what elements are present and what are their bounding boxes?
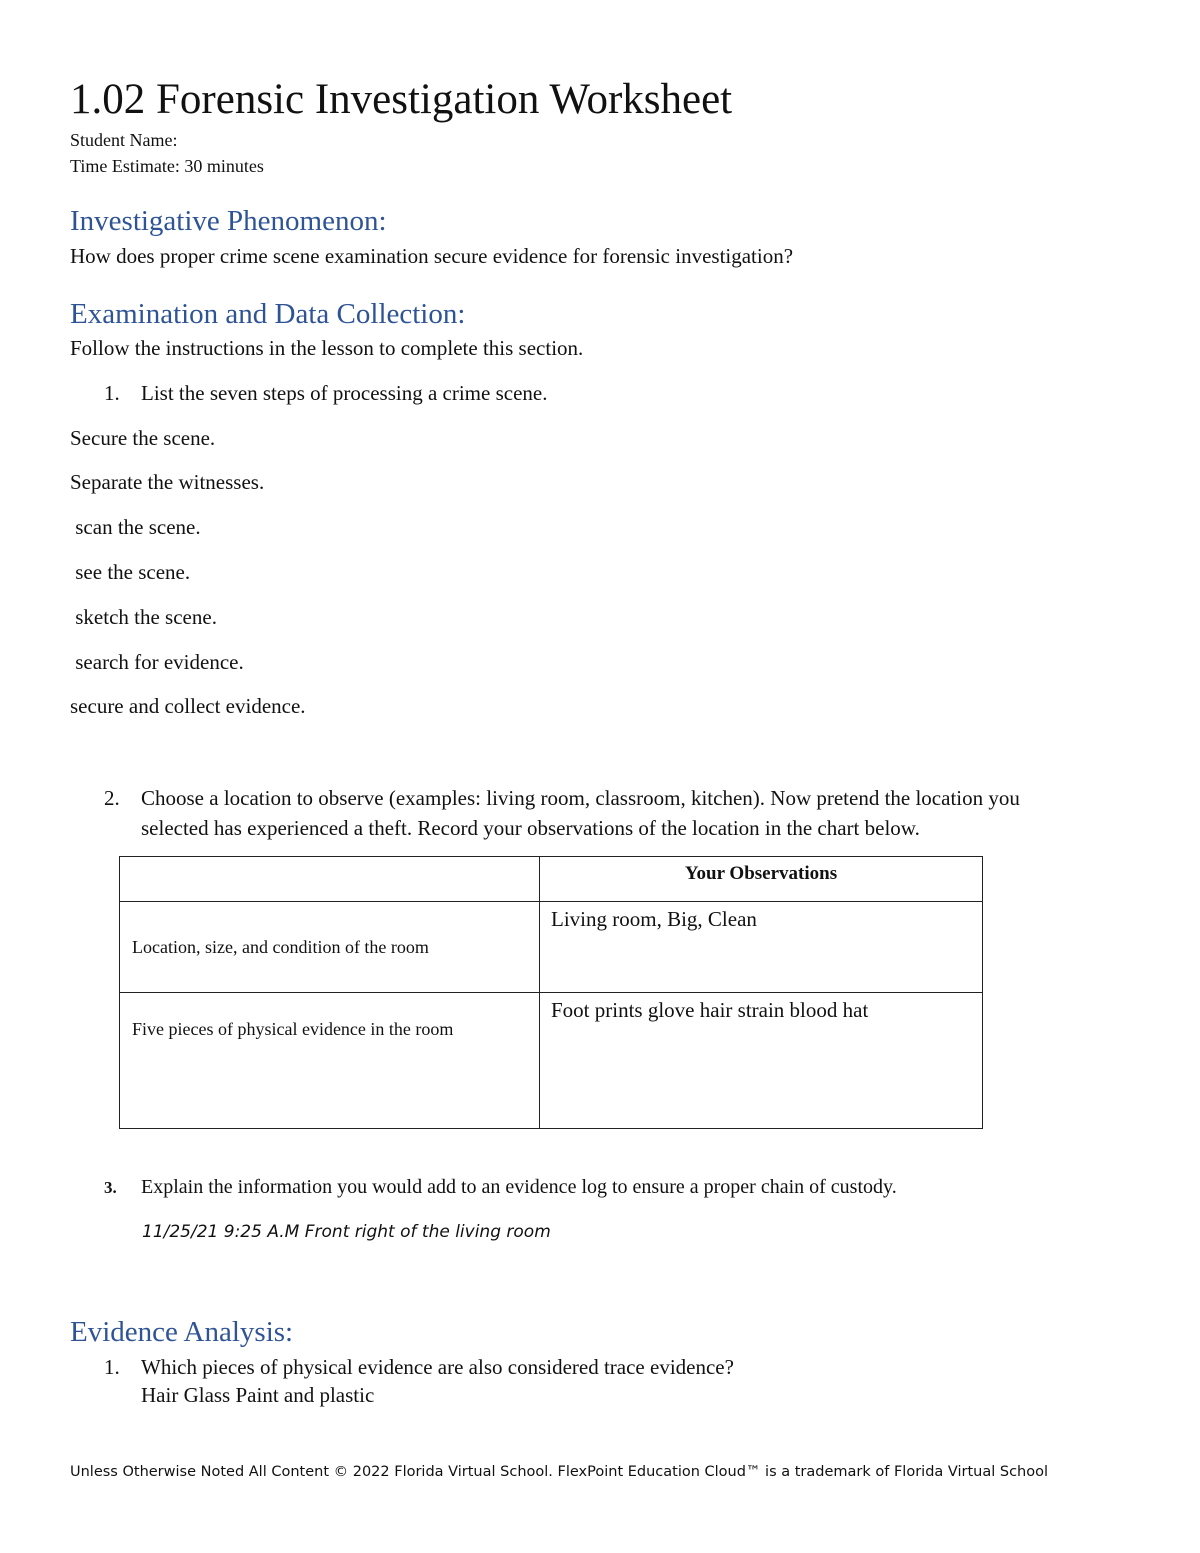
ea-q1-number: 1. xyxy=(104,1355,120,1379)
q2-line-2: selected has experienced a theft. Record your observations of the location in the chart below. xyxy=(141,816,920,840)
phenomenon-heading: Investigative Phenomenon: xyxy=(70,205,387,237)
header-your-observations: Your Observations xyxy=(540,857,983,902)
q3-number: 3. xyxy=(104,1178,117,1197)
phenomenon-question: How does proper crime scene examination secure evidence for forensic investigation? xyxy=(70,244,794,268)
step-4: see the scene. xyxy=(70,560,191,584)
step-6: search for evidence. xyxy=(70,650,244,674)
q3-text: Explain the information you would add to an evidence log to ensure a proper chain of custody. xyxy=(141,1176,897,1198)
row-value-evidence: Foot prints glove hair strain blood hat xyxy=(540,993,983,1129)
header-empty-cell xyxy=(120,857,540,902)
time-estimate: Time Estimate: 30 minutes xyxy=(70,156,264,176)
ea-q1-answer: Hair Glass Paint and plastic xyxy=(141,1383,375,1407)
evidence-analysis-heading: Evidence Analysis: xyxy=(70,1316,294,1348)
row-value-location: Living room, Big, Clean xyxy=(540,902,983,993)
student-name-label: Student Name: xyxy=(70,130,178,150)
q1-text: List the seven steps of processing a crime scene. xyxy=(141,381,548,405)
examination-heading: Examination and Data Collection: xyxy=(70,298,466,330)
step-2: Separate the witnesses. xyxy=(70,470,265,494)
q1-number: 1. xyxy=(104,381,120,405)
examination-instructions: Follow the instructions in the lesson to complete this section. xyxy=(70,336,584,360)
table-header-row xyxy=(120,857,983,902)
row-label-evidence: Five pieces of physical evidence in the room xyxy=(120,993,540,1129)
table-row xyxy=(120,902,983,993)
observations-table xyxy=(119,856,983,1129)
ea-q1-text: Which pieces of physical evidence are also considered trace evidence? xyxy=(141,1355,734,1379)
q3-answer: 11/25/21 9:25 A.M Front right of the living room xyxy=(142,1222,551,1242)
step-7: secure and collect evidence. xyxy=(70,694,306,718)
row-label-location: Location, size, and condition of the room xyxy=(120,902,540,993)
page-title: 1.02 Forensic Investigation Worksheet xyxy=(70,76,733,123)
footer-copyright: Unless Otherwise Noted All Content © 2022 Florida Virtual School. FlexPoint Education Cloud™ is a trademark of Florida Virtual School xyxy=(70,1464,1049,1480)
step-3: scan the scene. xyxy=(70,515,201,539)
q2-number: 2. xyxy=(104,786,120,810)
q2-line-1: Choose a location to observe (examples: living room, classroom, kitchen). Now pretend the location you xyxy=(141,786,1020,810)
step-5: sketch the scene. xyxy=(70,605,217,629)
step-1: Secure the scene. xyxy=(70,426,216,450)
table-row xyxy=(120,993,983,1129)
